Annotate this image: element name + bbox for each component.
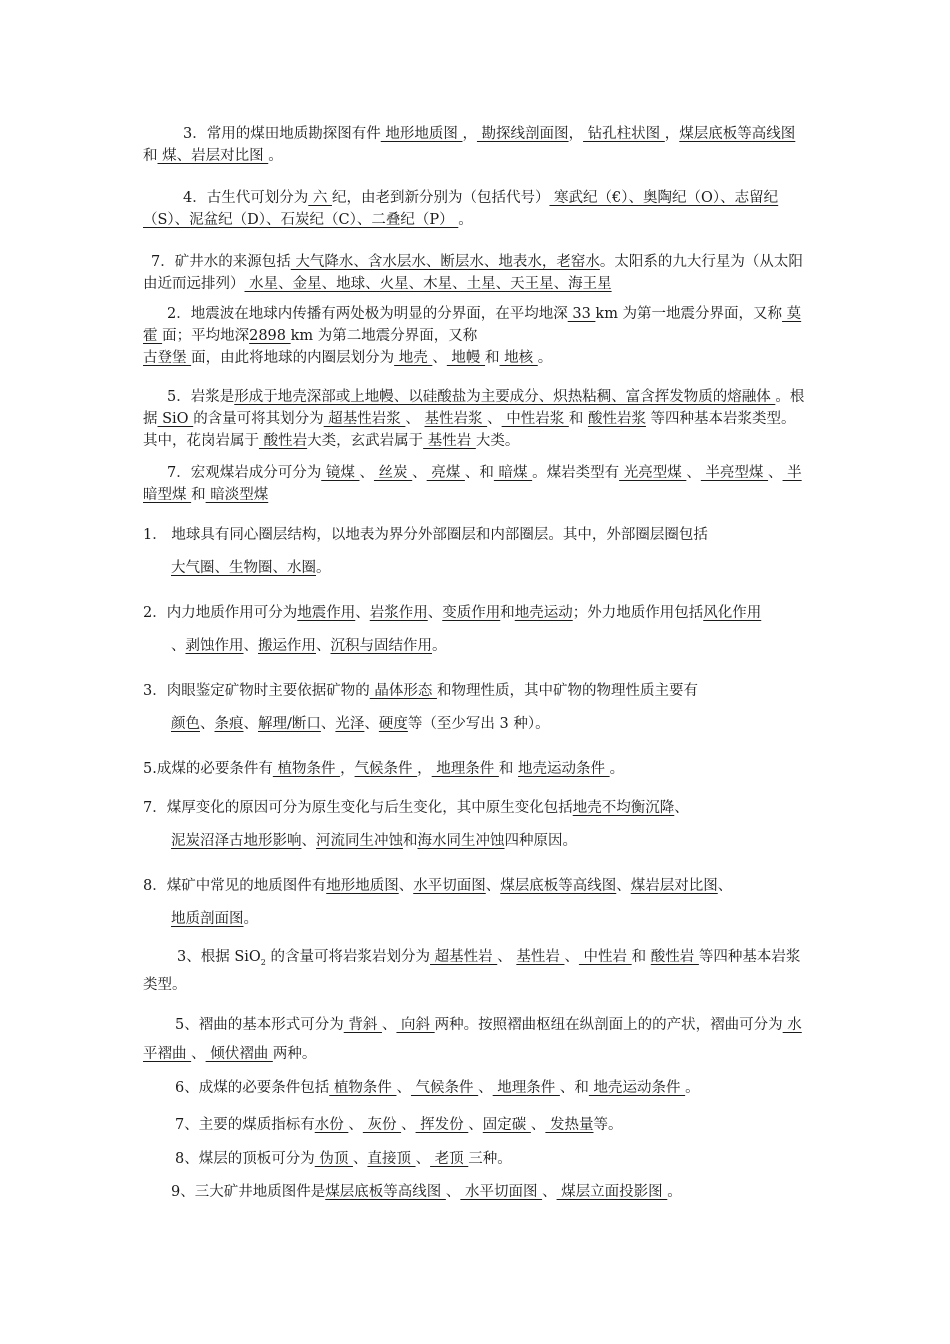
answer-blank: 地壳运动条件 — [588, 1080, 686, 1096]
question-igneous-types: 3、根据 SiO$_2$ 的含量可将岩浆岩划分为 超基性岩 、 基性岩 、 中性岩 和 酸性岩 等四种基本岩浆类型。 — [143, 949, 801, 993]
answer-blank: 晶体形态 — [369, 683, 437, 699]
answer-blank: 老顶 — [430, 1151, 469, 1167]
answer-blank: 挥发份 — [415, 1117, 469, 1133]
answer-blank: 沉积与固结作用 — [330, 638, 432, 654]
answer-blank: 倾伏褶曲 — [205, 1046, 273, 1062]
question-mineral-identification: 3．肉眼鉴定矿物时主要依据矿物的 晶体形态 和物理性质，其中矿物的物理性质主要有 颜色、条痕、解理/断口、光泽、硬度等（至少写出 3 种）。 — [143, 683, 698, 732]
question-coal-thickness: 7．煤厚变化的原因可分为原生变化与后生变化，其中原生变化包括地壳不均衡沉降、 泥炭沼泽古地形影响、河流同生冲蚀和海水同生冲蚀四种原因。 — [143, 800, 689, 849]
answer-blank: 泥炭沼泽古地形影响 — [171, 833, 302, 849]
answer-blank: 直接顶 — [367, 1151, 416, 1167]
question-fold-forms: 5、褶曲的基本形式可分为 背斜 、 向斜 两种。按照褶曲枢纽在纵剖面上的的产状，褶曲可分为 水平褶曲 、 倾伏褶曲 两种。 — [143, 1017, 802, 1062]
question-paleozoic: 4．古生代可划分为 六 纪，由老到新分别为（包括代号） 寒武纪（€）、奥陶纪（O）、志留纪（S）、泥盆纪（D）、石炭纪（C）、二叠纪（P） 。 — [143, 190, 779, 228]
question-three-mine-maps: 9、三大矿井地质图件是煤层底板等高线图 、 水平切面图 、 煤层立面投影图 。 — [171, 1184, 682, 1200]
answer-blank: 岩浆作用 — [369, 605, 428, 621]
answer-blank: 煤层立面投影图 — [556, 1184, 668, 1200]
answer-blank: 地壳运动 — [514, 605, 573, 621]
answer-blank: 基性岩 — [516, 949, 565, 965]
answer-blank: 形成于地壳深部或上地幔、以硅酸盐为主要成分、炽热粘稠、富含挥发物质的熔融体 — [234, 389, 776, 405]
answer-blank: 煤、岩层对比图 — [157, 148, 269, 164]
answer-blank: 勘探线剖面图 — [476, 126, 569, 142]
answer-blank: 古登堡 — [143, 350, 192, 366]
answer-blank: 暗淡型煤 — [205, 487, 269, 503]
answer-blank: 33 — [567, 306, 596, 322]
answer-blank: 丝炭 — [373, 465, 413, 481]
question-coal-lithotypes: 7．宏观煤岩成分可分为 镜煤 、 丝炭 、 亮煤 、和 暗煤 。煤岩类型有 光亮型煤 、 半亮型煤 、 半暗型煤 和 暗淡型煤 — [143, 465, 802, 503]
answer-blank: 水份 — [314, 1117, 349, 1133]
answer-blank: 半亮型煤 — [700, 465, 769, 481]
answer-blank: 变质作用 — [442, 605, 501, 621]
answer-blank: 煤层底板等高线图 — [679, 126, 796, 142]
answer-blank: 中性岩 — [578, 949, 632, 965]
answer-blank: 固定碳 — [482, 1117, 531, 1133]
answer-blank: 水平切面图 — [460, 1184, 543, 1200]
question-mine-water: 7．矿井水的来源包括 大气降水、含水层水、断层水、地表水，老窑水。太阳系的九大行星为（从太阳由近而远排列） 水星、金星、地球、火星、木星、土星、天王星、海王星 — [143, 254, 803, 292]
question-earth-spheres: 1． 地球具有同心圈层结构，以地表为界分外部圈层和内部圈层。其中，外部圈层圈包括 大气圈、生物圈、水圈。 — [143, 527, 708, 576]
answer-blank: 大气圈、生物圈、水圈 — [171, 560, 316, 576]
answer-blank: 光泽 — [335, 716, 365, 732]
answer-blank: 钻孔柱状图 — [583, 126, 665, 142]
question-seismic: 2．地震波在地球内传播有两处极为明显的分界面，在平均地深 33 km 为第一地震分界面，又称 莫霍 面；平均地深2898 km 为第二地震分界面，又称 古登堡 面，由此将地球的内圈层划分为 地壳 、 地幔 和 地核 。 — [143, 306, 802, 366]
answer-blank: 六 — [308, 190, 332, 206]
answer-blank: 地形地质图 — [380, 126, 463, 142]
question-coal-formation: 6、成煤的必要条件包括 植物条件 、 气候条件 、 地理条件 、和 地壳运动条件 。 — [175, 1080, 700, 1096]
question-mine-maps: 8．煤矿中常见的地质图件有地形地质图、水平切面图、煤层底板等高线图、煤岩层对比图、 地质剖面图。 — [143, 878, 733, 927]
answer-blank: 植物条件 — [272, 761, 341, 777]
answer-blank: 地幔 — [446, 350, 486, 366]
answer-blank: 酸性岩 — [650, 949, 699, 965]
answer-blank: 地壳运动条件 — [518, 761, 610, 777]
answer-blank: 酸性岩浆 — [587, 411, 646, 427]
answer-blank: 中性岩浆 — [501, 411, 569, 427]
answer-blank: 酸性岩 — [259, 433, 308, 449]
answer-blank: 植物条件 — [329, 1080, 397, 1096]
answer-blank: 解理/断口 — [258, 716, 321, 732]
answer-blank: 气候条件 — [410, 1080, 479, 1096]
answer-blank: 超基性岩 — [430, 949, 498, 965]
answer-blank: 寒武纪（€）、奥陶纪（O）、志留纪（S）、泥盆纪（D）、石炭纪（C）、二叠纪（P） — [143, 190, 779, 228]
answer-blank: SiO — [157, 411, 194, 427]
answer-blank: 硬度 — [378, 716, 408, 732]
answer-blank: 气候条件 — [354, 761, 418, 777]
question-roof-types: 8、煤层的顶板可分为 伪顶 、直接顶 、 老顶 三种。 — [175, 1151, 512, 1167]
answer-blank: 大气降水、含水层水、断层水、地表水，老窑水 — [290, 254, 600, 270]
answer-blank: 水平切面图 — [413, 878, 486, 894]
answer-blank: 超基性岩浆 — [323, 411, 406, 427]
answer-blank: 条痕 — [214, 716, 244, 732]
answer-blank: 搬运作用 — [258, 638, 316, 654]
numbered-questions — [143, 523, 808, 932]
answer-blank: 基性岩 — [423, 433, 476, 449]
question-coal-quality: 7、主要的煤质指标有水份 、 灰份 、 挥发份 、固定碳 、 发热量等。 — [175, 1117, 623, 1133]
answer-blank: 2898 — [249, 328, 291, 344]
question-coalfield-maps: 3．常用的煤田地质勘探图有件 地形地质图 ， 勘探线剖面图， 钻孔柱状图 ，煤层底板等高线图和 煤、岩层对比图 。 — [143, 126, 796, 164]
answer-blank: 风化作用 — [703, 605, 762, 621]
answer-blank: 地形地质图 — [326, 878, 399, 894]
answer-blank: 亮煤 — [426, 465, 465, 481]
answer-blank: 地壳不均衡沉降 — [572, 800, 675, 816]
answer-blank: 暗煤 — [493, 465, 533, 481]
answer-blank: 地壳 — [394, 350, 433, 366]
answer-blank: 河流同生冲蚀 — [316, 833, 403, 849]
answer-blank: 海水同生冲蚀 — [417, 833, 505, 849]
answer-blank: 剥蚀作用 — [185, 638, 244, 654]
answer-blank: 地震作用 — [297, 605, 356, 621]
answer-blank: 颜色 — [171, 716, 200, 732]
answer-blank: 伪顶 — [314, 1151, 353, 1167]
answer-blank: 地理条件 — [492, 1080, 560, 1096]
answer-blank: 向斜 — [396, 1017, 435, 1033]
answer-blank: 背斜 — [343, 1017, 382, 1033]
answer-blank: 发热量 — [545, 1117, 594, 1133]
answer-blank: 水星、金星、地球、火星、木星、土星、天王星、海王星 — [244, 276, 612, 292]
question-magma: 5．岩浆是形成于地壳深部或上地幔、以硅酸盐为主要成分、炽热粘稠、富含挥发物质的熔融体 。根据 SiO 的含量可将其划分为 超基性岩浆 、 基性岩浆 、 中性岩浆 和 酸性岩浆 等四种基本岩浆类型。其中，花岗岩属于 酸性岩大类，玄武岩属于 基性岩 大类。 — [143, 389, 805, 449]
question-geologic-processes: 2．内力地质作用可分为地震作用、岩浆作用、变质作用和地壳运动；外力地质作用包括风化作用 、剥蚀作用、搬运作用、沉积与固结作用。 — [143, 605, 762, 654]
answer-blank: 煤层底板等高线图 — [500, 878, 617, 894]
answer-blank: 煤岩层对比图 — [630, 878, 718, 894]
answer-blank: 水平褶曲 — [143, 1017, 802, 1062]
answer-blank: 莫霍 — [143, 306, 802, 344]
question-coal-conditions: 5.成煤的必要条件有 植物条件 ，气候条件 ， 地理条件 和 地壳运动条件 。 — [143, 761, 625, 777]
answer-blank: 地质剖面图 — [171, 911, 244, 927]
answer-blank: 煤层底板等高线图 — [325, 1184, 446, 1200]
answer-blank: 光亮型煤 — [619, 465, 687, 481]
answer-blank: 基性岩浆 — [424, 411, 488, 427]
answer-blank: 地核 — [499, 350, 538, 366]
answer-blank: 地理条件 — [431, 761, 499, 777]
answer-blank: 半暗型煤 — [143, 465, 802, 503]
answer-blank: 镜煤 — [321, 465, 360, 481]
answer-blank: 灰份 — [362, 1117, 402, 1133]
